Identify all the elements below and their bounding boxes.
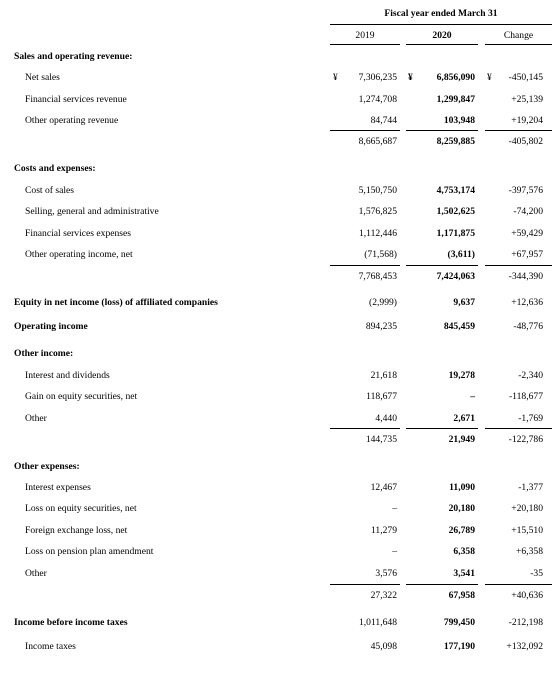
value-change: -405,802 [508, 136, 543, 147]
value-2020: 3,541 [453, 568, 475, 579]
value-change: -1,377 [518, 482, 543, 493]
value-change: +67,957 [511, 249, 543, 260]
value-2020: 799,450 [443, 617, 475, 628]
value-2019: 1,112,446 [358, 228, 397, 239]
value-change: +12,636 [511, 297, 543, 308]
value-2020: – [470, 391, 475, 402]
value-change: -212,198 [508, 617, 543, 628]
subtotal-rule-change [485, 265, 552, 266]
value-2020: 21,949 [448, 434, 475, 445]
subtotal-rule-change [485, 428, 552, 429]
value-2020: 1,502,625 [436, 206, 475, 217]
section-heading: Sales and operating revenue: [14, 51, 133, 62]
value-change: +25,139 [511, 94, 543, 105]
value-change: +15,510 [511, 525, 543, 536]
value-2020: 6,358 [453, 546, 475, 557]
value-2020: 845,459 [443, 321, 475, 332]
row-label: Cost of sales [25, 185, 75, 196]
yen-sign-change: ¥ [487, 72, 492, 83]
value-change: -450,145 [508, 72, 543, 83]
subtotal-rule-2020 [406, 584, 478, 585]
row-label: Income before income taxes [14, 617, 128, 628]
row-label: Operating income [14, 321, 88, 332]
value-change: +19,204 [511, 115, 543, 126]
value-2020: (3,611) [447, 249, 475, 260]
header-underline-change [485, 44, 552, 45]
value-2020: 103,948 [443, 115, 475, 126]
subtotal-rule-2019 [330, 130, 400, 131]
section-heading: Costs and expenses: [14, 163, 96, 174]
row-label: Selling, general and administrative [25, 206, 159, 217]
row-label: Other operating income, net [25, 249, 133, 260]
value-2020: 26,789 [448, 525, 475, 536]
value-2020: 67,958 [448, 590, 475, 601]
column-header-2020: 2020 [432, 30, 452, 41]
value-change: -48,776 [513, 321, 543, 332]
subtotal-rule-2019 [330, 265, 400, 266]
row-label: Income taxes [25, 641, 76, 652]
value-change: -74,200 [513, 206, 543, 217]
value-2019: 11,279 [370, 525, 397, 536]
value-change: +6,358 [516, 546, 543, 557]
value-change: -344,390 [508, 271, 543, 282]
column-header-2019: 2019 [355, 30, 375, 41]
value-2020: 2,671 [453, 413, 475, 424]
value-2019: 1,011,648 [358, 617, 397, 628]
value-2020: 6,856,090 [436, 72, 475, 83]
value-change: -1,769 [518, 413, 543, 424]
value-2020: 8,259,885 [436, 136, 475, 147]
value-2019: 118,677 [366, 391, 397, 402]
row-label: Net sales [25, 72, 60, 83]
row-label: Other operating revenue [25, 115, 119, 126]
subtotal-rule-change [485, 130, 552, 131]
value-2019: – [392, 503, 397, 514]
value-2020: 1,299,847 [436, 94, 475, 105]
value-change: +59,429 [511, 228, 543, 239]
value-2019: 7,768,453 [358, 271, 397, 282]
value-change: -397,576 [508, 185, 543, 196]
header-rule [330, 24, 552, 25]
value-2020: 4,753,174 [436, 185, 475, 196]
header-underline-2020 [406, 44, 478, 45]
value-2020: 7,424,063 [436, 271, 475, 282]
row-label: Financial services expenses [25, 228, 132, 239]
value-2020: 177,190 [443, 641, 475, 652]
value-2019: 8,665,687 [358, 136, 397, 147]
value-2019: 27,322 [370, 590, 397, 601]
value-2019: 45,098 [370, 641, 397, 652]
row-label: Loss on pension plan amendment [25, 546, 154, 557]
row-label: Gain on equity securities, net [25, 391, 138, 402]
row-label: Equity in net income (loss) of affiliated companies [14, 297, 218, 308]
value-2020: 20,180 [448, 503, 475, 514]
subtotal-rule-2020 [406, 130, 478, 131]
row-label: Interest expenses [25, 482, 91, 493]
subtotal-rule-2020 [406, 265, 478, 266]
row-label: Interest and dividends [25, 370, 110, 381]
row-label: Other [25, 413, 47, 424]
value-2019: 1,274,708 [358, 94, 397, 105]
value-2020: 19,278 [448, 370, 475, 381]
value-change: +20,180 [511, 503, 543, 514]
value-2019: 144,735 [365, 434, 397, 445]
subtotal-rule-2020 [406, 428, 478, 429]
yen-sign-2019: ¥ [333, 72, 338, 83]
value-change: -2,340 [518, 370, 543, 381]
column-header-change: Change [503, 30, 534, 41]
yen-sign-2020: ¥ [408, 72, 413, 83]
period-title: Fiscal year ended March 31 [384, 8, 498, 19]
value-2020: 9,637 [453, 297, 475, 308]
value-change: -122,786 [508, 434, 543, 445]
value-2019: 1,576,825 [358, 206, 397, 217]
value-2019: (2,999) [369, 297, 397, 308]
value-2019: 21,618 [370, 370, 397, 381]
value-2019: 894,235 [365, 321, 397, 332]
value-2020: 11,090 [449, 482, 475, 493]
value-change: +132,092 [506, 641, 543, 652]
value-2019: 4,440 [375, 413, 397, 424]
subtotal-rule-2019 [330, 584, 400, 585]
value-2019: 12,467 [370, 482, 397, 493]
subtotal-rule-change [485, 584, 552, 585]
value-2019: (71,568) [364, 249, 397, 260]
row-label: Other [25, 568, 47, 579]
value-2019: 5,150,750 [358, 185, 397, 196]
subtotal-rule-2019 [330, 428, 400, 429]
value-2020: 1,171,875 [436, 228, 475, 239]
value-change: -118,677 [508, 391, 543, 402]
row-label: Financial services revenue [25, 94, 127, 105]
row-label: Foreign exchange loss, net [25, 525, 128, 536]
value-change: +40,636 [511, 590, 543, 601]
section-heading: Other income: [14, 348, 74, 359]
value-2019: – [392, 546, 397, 557]
value-2019: 3,576 [375, 568, 397, 579]
value-2019: 84,744 [370, 115, 397, 126]
value-2019: 7,306,235 [358, 72, 397, 83]
row-label: Loss on equity securities, net [25, 503, 137, 514]
header-underline-2019 [330, 44, 400, 45]
section-heading: Other expenses: [14, 461, 80, 472]
value-change: -35 [530, 568, 543, 579]
